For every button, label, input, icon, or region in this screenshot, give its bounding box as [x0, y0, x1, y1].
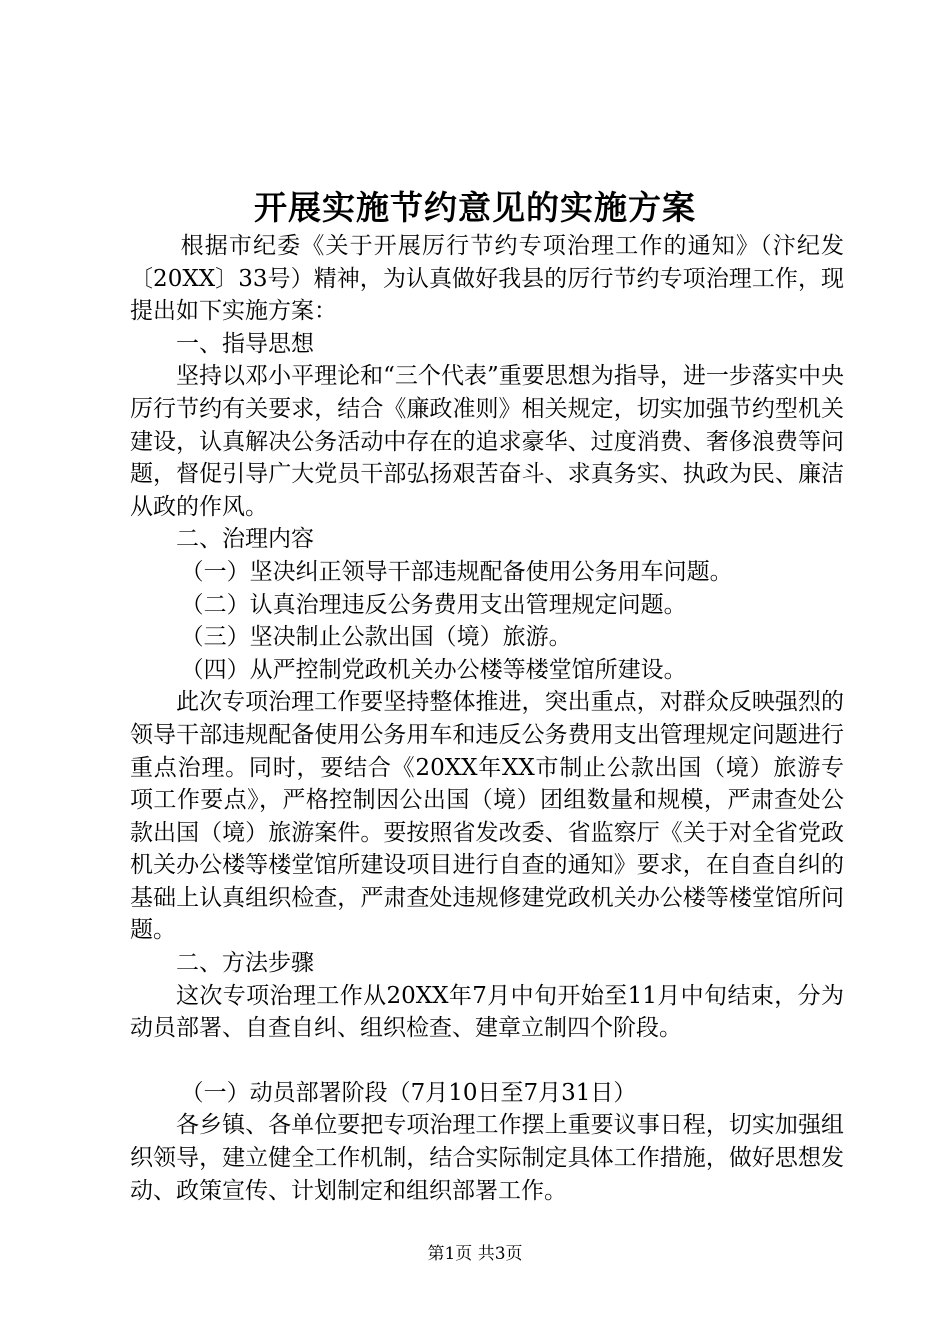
paragraph-guiding-ideology: 坚持以邓小平理论和“三个代表”重要思想为指导，进一步落实中央厉行节约有关要求，结合《廉政准则》相关规定，切实加强节约型机关建设，认真解决公务活动中存在的追求豪华、过度消费、奢侈浪费等问题，督促引导广大党员干部弘扬艰苦奋斗、求真务实、执政为民、廉洁从政的作风。	[130, 363, 844, 520]
page-title: 开展实施节约意见的实施方案	[254, 188, 696, 227]
paragraph-method-steps: 这次专项治理工作从20XX年7月中旬开始至11月中旬结束，分为动员部署、自查自纠、组织检查、建章立制四个阶段。	[130, 982, 844, 1042]
list-item-governance-3: （三）坚决制止公款出国（境）旅游。	[180, 624, 572, 651]
document-body	[130, 230, 844, 1207]
heading-method-steps: 二、方法步骤	[176, 950, 314, 977]
page-footer: 第1页 共3页	[427, 1244, 523, 1264]
heading-governance-content: 二、治理内容	[176, 526, 314, 553]
list-item-governance-1: （一）坚决纠正领导干部违规配备使用公务用车问题。	[180, 558, 733, 585]
paragraph-mobilization-stage: 各乡镇、各单位要把专项治理工作摆上重要议事日程，切实加强组织领导，建立健全工作机制，结合实际制定具体工作措施，做好思想发动、政策宣传、计划制定和组织部署工作。	[130, 1112, 844, 1204]
list-item-governance-4: （四）从严控制党政机关办公楼等楼堂馆所建设。	[180, 656, 687, 683]
paragraph-governance-detail: 此次专项治理工作要坚持整体推进，突出重点，对群众反映强烈的领导干部违规配备使用公务用车和违反公务费用支出管理规定问题进行重点治理。同时，要结合《20XX年XX市制止公款出国（境）旅游专项工作要点》，严格控制因公出国（境）团组数量和规模，严肃查处公款出国（境）旅游案件。要按照省发改委、省监察厅《关于对全省党政机关办公楼等楼堂馆所建设项目进行自查的通知》要求，在自查自纠的基础上认真组织检查，严肃查处违规修建党政机关办公楼等楼堂馆所问题。	[130, 689, 844, 944]
heading-guiding-ideology: 一、指导思想	[176, 330, 314, 357]
heading-mobilization-stage: （一）动员部署阶段（7月10日至7月31日）	[180, 1079, 637, 1106]
paragraph-intro: 根据市纪委《关于开展厉行节约专项治理工作的通知》（汴纪发〔20XX〕33号）精神，为认真做好我县的厉行节约专项治理工作，现提出如下实施方案：	[130, 233, 844, 325]
list-item-governance-2: （二）认真治理违反公务费用支出管理规定问题。	[180, 591, 687, 618]
